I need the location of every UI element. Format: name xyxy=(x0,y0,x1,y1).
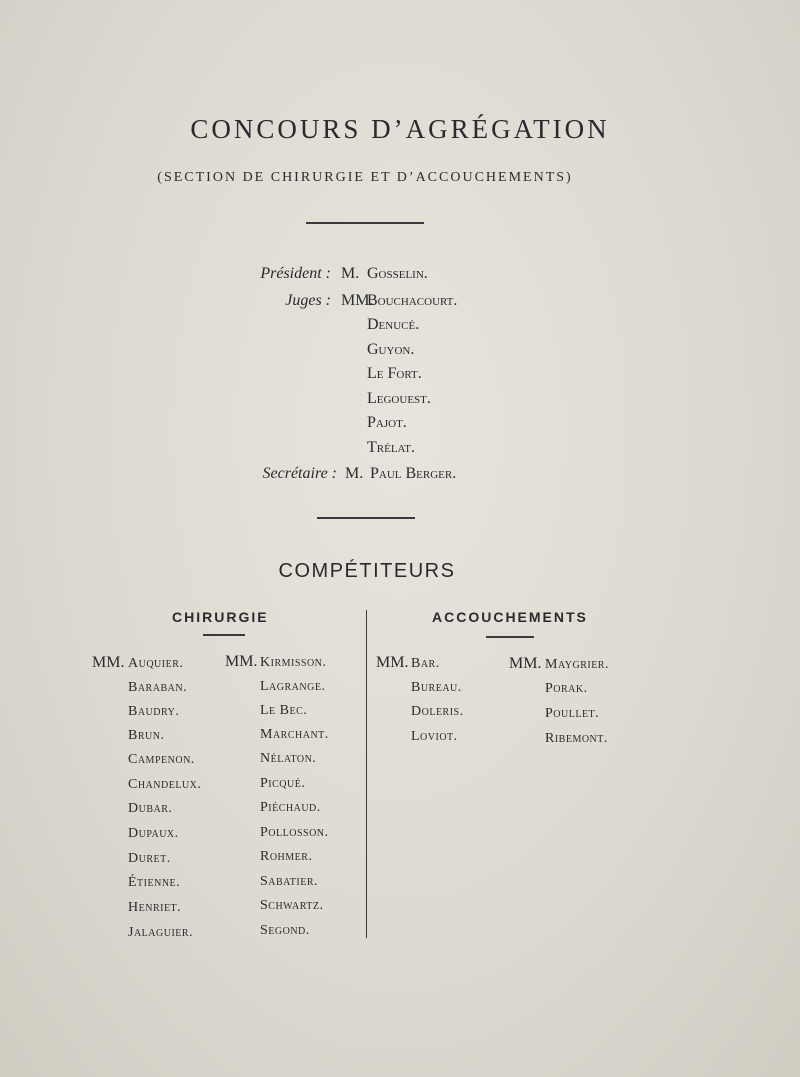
competitor-name: Bureau. xyxy=(411,680,462,695)
accouchements-underline xyxy=(486,636,534,638)
competitor-name: Marchant. xyxy=(260,727,329,742)
competitor-name: Le Bec. xyxy=(260,703,308,718)
accouchements-prefix-b: MM. xyxy=(509,655,542,672)
competitor-name: Étienne. xyxy=(128,875,181,890)
competitor-name: Auquier. xyxy=(128,656,184,671)
competitor-name: Poullet. xyxy=(545,706,600,721)
competitor-name: Duret. xyxy=(128,851,171,866)
competitor-name: Jalaguier. xyxy=(128,925,194,940)
competitor-name: Loviot. xyxy=(411,729,458,744)
president-name: Gosselin. xyxy=(367,265,428,282)
competitor-name: Piéchaud. xyxy=(260,800,321,815)
competitor-name: Schwartz. xyxy=(260,898,324,913)
competitor-name: Baraban. xyxy=(128,680,188,695)
competitor-name: Maygrier. xyxy=(545,657,609,672)
competitor-name: Rohmer. xyxy=(260,849,313,864)
judge-name: Legouest. xyxy=(367,390,431,407)
chirurgie-underline xyxy=(203,634,245,636)
competitor-name: Dupaux. xyxy=(128,826,179,841)
page-subtitle: (SECTION DE CHIRURGIE ET D’ACCOUCHEMENTS) xyxy=(157,170,573,185)
chirurgie-heading: CHIRURGIE xyxy=(172,609,269,625)
judges-role: Juges : xyxy=(285,292,331,309)
competitor-name: Pollosson. xyxy=(260,825,329,840)
page-title: CONCOURS D’AGRÉGATION xyxy=(190,114,610,144)
judge-name: Guyon. xyxy=(367,341,415,358)
president-title: M. xyxy=(341,265,360,282)
competitor-name: Nélaton. xyxy=(260,751,317,766)
chirurgie-prefix-a: MM. xyxy=(92,654,125,671)
divider-top xyxy=(306,222,424,224)
competitor-name: Porak. xyxy=(545,681,588,696)
divider-middle xyxy=(317,517,415,519)
competitor-name: Campenon. xyxy=(128,752,195,767)
president-role: Président : xyxy=(260,265,331,282)
competitor-name: Baudry. xyxy=(128,704,180,719)
competitor-name: Lagrange. xyxy=(260,679,326,694)
column-divider xyxy=(366,610,367,938)
judge-name: Pajot. xyxy=(367,414,407,431)
judge-name: Le Fort. xyxy=(367,365,422,382)
judge-name: Trélat. xyxy=(367,439,415,456)
competitor-name: Segond. xyxy=(260,923,310,938)
competitor-name: Kirmisson. xyxy=(260,655,327,670)
accouchements-prefix-a: MM. xyxy=(376,654,409,671)
competitor-name: Ribemont. xyxy=(545,731,608,746)
competitors-heading: COMPÉTITEURS xyxy=(278,560,456,582)
competitor-name: Dubar. xyxy=(128,801,173,816)
competitor-name: Sabatier. xyxy=(260,874,319,889)
competitor-name: Picqué. xyxy=(260,776,306,791)
judge-name: Bouchacourt. xyxy=(367,292,458,309)
judge-name: Denucé. xyxy=(367,316,420,333)
secretary-title: M. xyxy=(345,465,364,482)
competitor-name: Henriet. xyxy=(128,900,182,915)
judges-title: MM. xyxy=(341,292,374,309)
competitor-name: Chandelux. xyxy=(128,777,202,792)
competitor-name: Brun. xyxy=(128,728,165,743)
competitor-name: Bar. xyxy=(411,656,440,671)
accouchements-heading: ACCOUCHEMENTS xyxy=(432,609,588,625)
secretary-name: Paul Berger. xyxy=(370,465,457,482)
secretary-role: Secrétaire : xyxy=(262,465,337,482)
competitor-name: Doleris. xyxy=(411,704,464,719)
chirurgie-prefix-b: MM. xyxy=(225,653,258,670)
